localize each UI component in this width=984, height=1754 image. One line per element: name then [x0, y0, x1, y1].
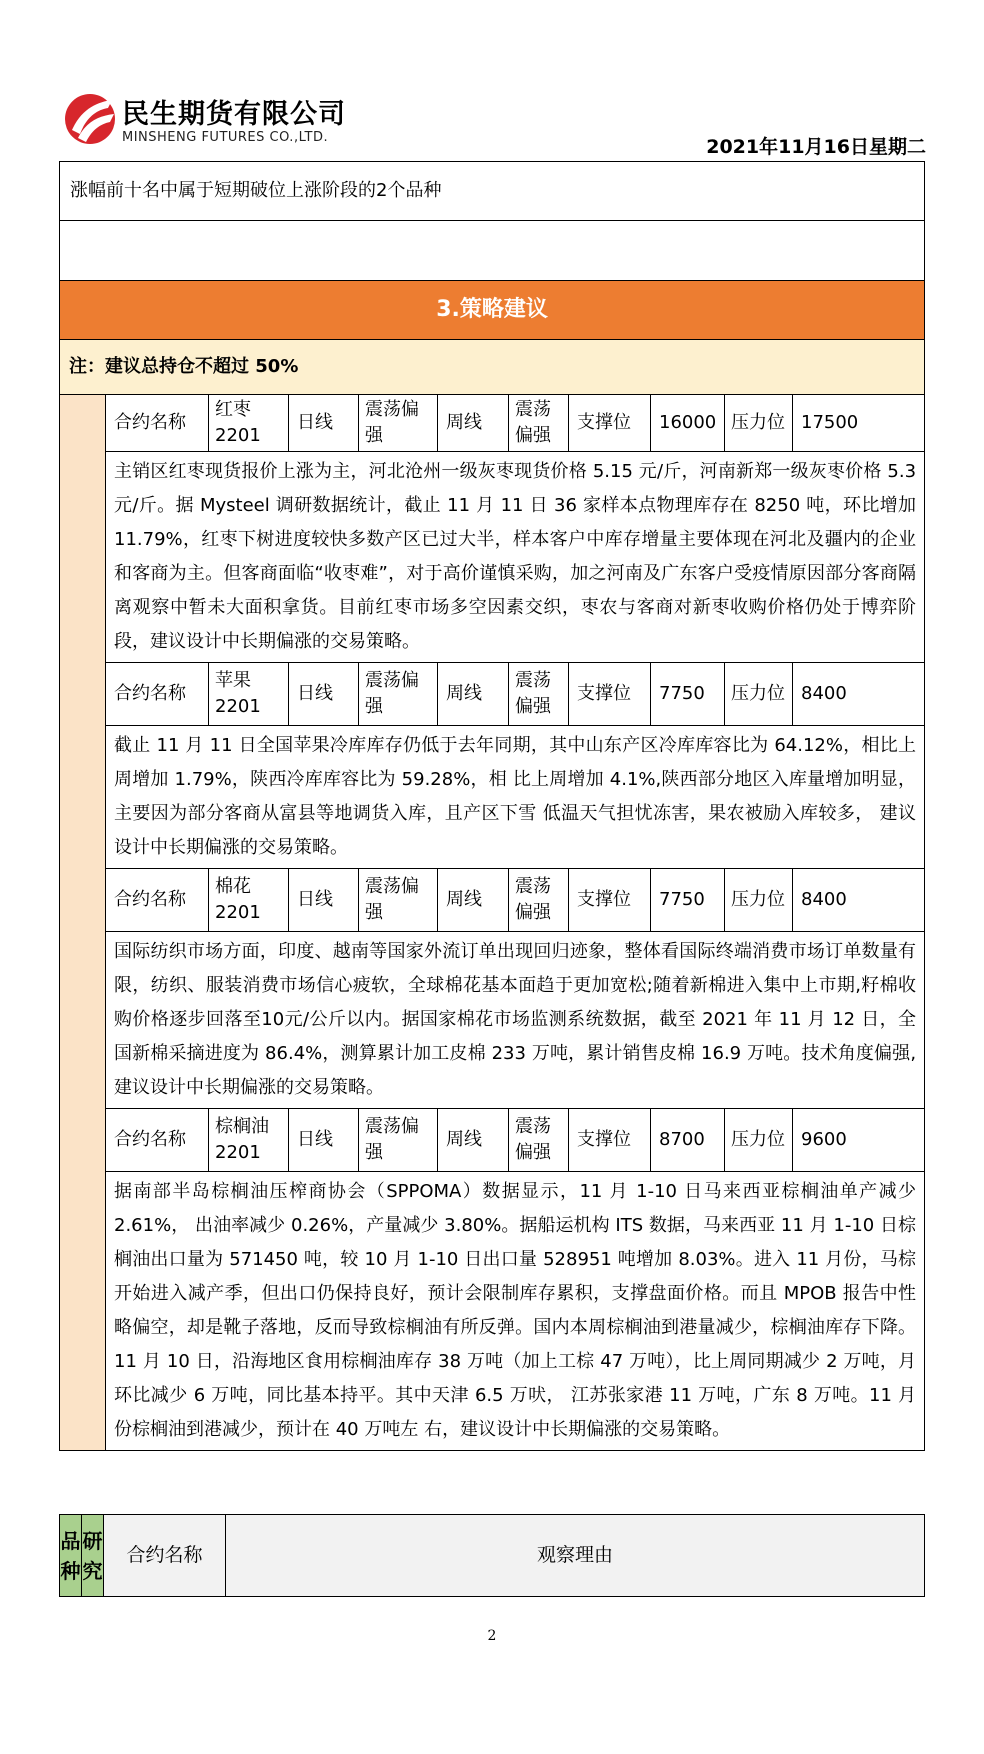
pressure-label: 压力位 [725, 663, 793, 726]
daily-label: 日线 [289, 663, 359, 726]
pressure-label: 压力位 [725, 1109, 793, 1172]
weekly-trend: 震荡偏强 [509, 869, 569, 932]
support-label: 支撑位 [569, 1109, 651, 1172]
daily-label: 日线 [289, 869, 359, 932]
contract-name: 棉花2201 [209, 869, 289, 932]
contract-header-row [60, 1109, 925, 1172]
contract-name: 苹果2201 [209, 663, 289, 726]
strategy-table [59, 161, 925, 1451]
contract-analysis: 截止 11 月 11 日全国苹果冷库库存仍低于去年同期，其中山东产区冷库库容比为 64.12%，相比上周增加 1.79%，陕西冷库库容比为 59.28%，相 比上周增加 4.1%,陕西部分地区入库量增加明显，主要因为部分客商从富县等地调货入库，且产区下雪 低温天气担忧冻害，果农被励入库较多， 建议设计中长期偏涨的交易策略。 [106, 726, 925, 869]
report-date: 2021年11月16日星期二 [706, 136, 926, 158]
top-row-title: 涨幅前十名中属于短期破位上涨阶段的2个品种 [60, 162, 925, 221]
company-name-cn: 民生期货有限公司 [122, 99, 346, 130]
contract-header-row [60, 663, 925, 726]
contract-name: 棕榈油2201 [209, 1109, 289, 1172]
pressure-value: 8400 [793, 869, 925, 932]
daily-trend: 震荡偏强 [359, 869, 438, 932]
support-value: 8700 [651, 1109, 725, 1172]
research-tag: 研究 [82, 1515, 104, 1597]
contract-name-label: 合约名称 [106, 663, 209, 726]
weekly-trend: 震荡偏强 [509, 663, 569, 726]
logo-mark-icon [64, 90, 116, 148]
pressure-label: 压力位 [725, 869, 793, 932]
col-contract-name: 合约名称 [104, 1515, 226, 1597]
contract-name-label: 合约名称 [106, 395, 209, 452]
support-value: 16000 [651, 395, 725, 452]
col-observation-reason: 观察理由 [226, 1515, 925, 1597]
pressure-value: 8400 [793, 663, 925, 726]
contract-analysis: 据南部半岛棕榈油压榨商协会（SPPOMA）数据显示，11 月 1-10 日马来西亚棕榈油单产减少 2.61%， 出油率减少 0.26%，产量减少 3.80%。据船运机构 ITS 数据，马来西亚 11 月 1-10 日棕榈油出口量为 571450 吨，较 10 月 1-10 日出口量 528951 吨增加 8.03%。进入 11 月份，马棕开始进入减产季，但出口仍保持良好，预计会限制库存累积，支撑盘面价格。而且 MPOB 报告中性略偏空，却是靴子落地，反而导致棕榈油有所反弹。国内本周棕榈油到港量减少，棕榈油库存下降。11 月 10 日，沿海地区食用棕榈油库存 38 万吨（加上工棕 47 万吨），比上周同期减少 2 万吨，月环比减少 6 万吨，同比基本持平。其中天津 6.5 万吠， 江苏张家港 11 万吨，广东 8 万吨。11 月份棕榈油到港减少，预计在 40 万吨左 右，建议设计中长期偏涨的交易策略。 [106, 1172, 925, 1451]
company-name-en: MINSHENG FUTURES CO.,LTD. [122, 130, 329, 145]
daily-trend: 震荡偏强 [359, 395, 438, 452]
weekly-label: 周线 [438, 1109, 509, 1172]
daily-label: 日线 [289, 1109, 359, 1172]
pressure-value: 9600 [793, 1109, 925, 1172]
contract-name-label: 合约名称 [106, 869, 209, 932]
contract-analysis: 国际纺织市场方面，印度、越南等国家外流订单出现回归迹象，整体看国际终端消费市场订单数量有限，纺织、服装消费市场信心疲软，全球棉花基本面趋于更加宽松;随着新棉进入集中上市期,籽棉收购价格逐步回落至10元/公斤以内。据国家棉花市场监测系统数据，截至 2021 年 11 月 12 日，全国新棉采摘进度为 86.4%，测算累计加工皮棉 233 万吨，累计销售皮棉 16.9 万吨。技术角度偏强,建议设计中长期偏涨的交易策略。 [106, 932, 925, 1109]
daily-label: 日线 [289, 395, 359, 452]
support-value: 7750 [651, 869, 725, 932]
weekly-label: 周线 [438, 663, 509, 726]
pressure-value: 17500 [793, 395, 925, 452]
side-strip [60, 395, 106, 1451]
contract-header-row [60, 869, 925, 932]
contract-name-label: 合约名称 [106, 1109, 209, 1172]
weekly-trend: 震荡偏强 [509, 395, 569, 452]
position-note: 注：建议总持仓不超过 50% [60, 340, 925, 395]
support-label: 支撑位 [569, 663, 651, 726]
weekly-label: 周线 [438, 395, 509, 452]
page-number: 2 [487, 1628, 497, 1644]
support-label: 支撑位 [569, 395, 651, 452]
support-value: 7750 [651, 663, 725, 726]
weekly-trend: 震荡偏强 [509, 1109, 569, 1172]
top-row-empty [60, 221, 925, 281]
contract-name: 红枣2201 [209, 395, 289, 452]
company-logo [64, 90, 354, 152]
research-table [59, 1514, 925, 1597]
contract-header-row [60, 395, 925, 452]
support-label: 支撑位 [569, 869, 651, 932]
variety-tag: 品种 [60, 1515, 82, 1597]
weekly-label: 周线 [438, 869, 509, 932]
daily-trend: 震荡偏强 [359, 1109, 438, 1172]
pressure-label: 压力位 [725, 395, 793, 452]
contract-analysis: 主销区红枣现货报价上涨为主，河北沧州一级灰枣现货价格 5.15 元/斤，河南新郑一级灰枣价格 5.3 元/斤。据 Mysteel 调研数据统计，截止 11 月 11 日 36 家样本点物理库存在 8250 吨，环比增加 11.79%，红枣下树进度较快多数产区已过大半，样本客户中库存增量主要体现在河北及疆内的企业和客商为主。但客商面临“收枣难”，对于高价谨慎采购，加之河南及广东客户受疫情原因部分客商隔离观察中暂未大面积拿货。目前红枣市场多空因素交织，枣农与客商对新枣收购价格仍处于博弈阶段，建议设计中长期偏涨的交易策略。 [106, 452, 925, 663]
daily-trend: 震荡偏强 [359, 663, 438, 726]
section-title: 3.策略建议 [60, 281, 925, 340]
